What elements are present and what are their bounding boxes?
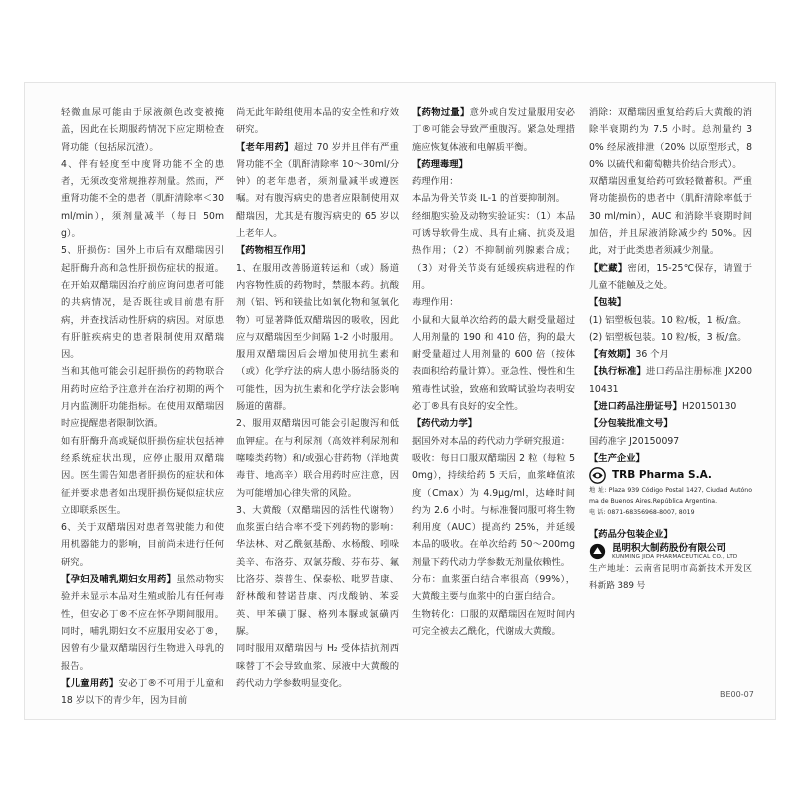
validity-heading: 【有效期】: [589, 349, 636, 361]
pharmacology-para-3: 经细胞实验及动物实验证实：（1）本品可诱导软骨生成、具有止痛、抗炎及退热作用；（2）不抑制前列腺素合成；（3）对骨关节炎有延缓疾病进程的作用。: [412, 210, 575, 291]
pharmacology-para-2: 本品为骨关节炎 IL-1 的首要抑制剂。: [412, 193, 566, 205]
column-2: [236, 104, 399, 692]
package-heading: 【包装】: [589, 297, 627, 309]
registration-heading: 【进口药品注册证号】: [589, 401, 682, 413]
package-item-2: (2) 铝塑板包装。10 粒/板，3 板/盒。: [589, 331, 747, 343]
col1-para-5: 如有肝酶升高或疑似肝损伤症状包括神经系统症状出现，应停止服用双醋瑞因。医生需告知患者肝损伤的症状和体征并要求患者如出现肝损伤疑似症状应立即联系医生。: [61, 435, 224, 516]
col1-para-4: 当和其他可能会引起肝损伤的药物联合用药时应给予注意并在治疗初期的两个月内监测肝功能指标。在使用双醋瑞因时应提醒患者限制饮酒。: [61, 366, 224, 430]
standard-heading: 【执行标准】: [589, 366, 646, 378]
packager-name-cn: 昆明积大制药股份有限公司: [612, 542, 727, 554]
registration-text: H20150130: [681, 401, 737, 413]
pk-para-3: 分布：血浆蛋白结合率很高（99%），大黄酸主要与血浆中的白蛋白结合。: [412, 574, 575, 603]
children-section: [61, 675, 224, 710]
pregnancy-section: [61, 571, 224, 675]
manufacturer-address: 地 址: Plaza 939 Código Postal 1427, Ciudad Autónoma de Buenos Aires.República Argentina.: [589, 486, 752, 505]
trb-logo-row: [589, 467, 752, 484]
pk-para-2: 吸收：每日口服双醋瑞因 2 粒（每粒 50mg），持续给药 5 天后，血浆峰值浓度（Cmax）为 4.9μg/ml，达峰时间约为 2.6 小时。与标准餐同服可将生物利用度（AUC）提高约 25%，并延缓本品的吸收。在单次给药 50～200mg 剂量下药代动力学参数无剂量依赖性。: [412, 452, 575, 568]
manufacturer-phone: 电 话: 0871-68356968-8007, 8019: [589, 508, 695, 516]
col1-para-3: 5、肝损伤：国外上市后有双醋瑞因引起肝酶升高和急性肝损伤症状的报道。在开始双醋瑞因治疗前应询问患者可能的共病情况，是否既往或目前患有肝病，并查找活动性肝病的病因。对原患有肝脏疾病史的患者限制使用双醋瑞因。: [61, 245, 224, 361]
elderly-text: 超过 70 岁并且伴有严重肾功能不全（肌酐清除率 10～30ml/分钟）的老年患者，须剂量减半或遵医嘱。对有腹泻病史的患者应限制使用双醋瑞因，尤其是有腹泻病史的 65 岁以上老年人。: [236, 141, 399, 240]
elderly-section: [236, 139, 399, 243]
kunming-logo-icon: [589, 543, 606, 560]
col1-para-2: 4、伴有轻度至中度肾功能不全的患者，无须改变常规推荐剂量。然而，严重肾功能不全的患者（肌酐清除率＜30ml/min），须剂量减半（每日 50mg）。: [61, 158, 224, 240]
trb-logo-icon: [589, 467, 606, 484]
packager-heading: 【药品分包装企业】: [589, 528, 673, 540]
column-4: [589, 104, 752, 595]
approval-heading: 【分包装批准文号】: [589, 418, 673, 430]
elderly-heading: 【老年用药】: [236, 141, 294, 153]
storage-heading: 【贮藏】: [589, 262, 628, 274]
children-heading: 【儿童用药】: [61, 677, 119, 689]
col2-intro: 尚无此年龄组使用本品的安全性和疗效研究。: [236, 107, 399, 136]
packager-name-en: KUNMING JIDA PHARMACEUTICAL CO., LTD: [612, 553, 738, 560]
overdose-text: 意外或自发过量服用安必丁®可能会导致严重腹泻。紧急处理措施应恢复体液和电解质平衡。: [412, 107, 575, 153]
manufacturer-name: TRB Pharma S.A.: [612, 469, 712, 482]
standard-text: 进口药品注册标准 JX20010431: [589, 366, 752, 395]
validity-text: 36 个月: [635, 349, 669, 361]
registration-section: [589, 398, 752, 415]
renal-text: 双醋瑞因重复给药可致轻微蓄积。严重肾功能损伤的患者中（肌酐清除率低于 30 ml/min），AUC 和消除半衰期时间加倍，并且尿液消除减少约 50%。因此，对于此类患者须减少剂量。: [589, 176, 752, 257]
storage-section: [589, 260, 752, 295]
approval-text: 国药准字 J20150097: [589, 435, 680, 447]
pregnancy-heading: 【孕妇及哺乳期妇女用药】: [61, 574, 177, 586]
column-1: [61, 104, 224, 709]
elimination-text: 消除：双醋瑞因重复给药后大黄酸的消除半衰期约为 7.5 小时。总剂量约 30% 经尿液排泄（20% 以原型形式，80% 以硫代和葡萄糖共价结合形式）。: [589, 107, 752, 170]
children-text: 安必丁®不可用于儿童和 18 岁以下的青少年，因为目前: [61, 677, 224, 707]
validity-section: [589, 346, 752, 363]
pharmacology-para-5: 小鼠和大鼠单次给药的最大耐受量超过人用剂量的 190 和 410 倍，狗的最大耐受量超过人用剂量的 600 倍（按体表面积给药量计算）。亚急性、慢性和生殖毒性试验，致癌和致畸试验均表明安必丁®具有良好的安全性。: [412, 314, 575, 413]
pk-para-1: 据国外对本品的药代动力学研究报道：: [412, 435, 571, 447]
document-code: BE00-07: [720, 690, 754, 699]
interactions-para-3: 3、大黄酸（双醋瑞因的活性代谢物）血浆蛋白结合率不受下列药物的影响：华法林、对乙酰氨基酚、水杨酸、吲哚美辛、布洛芬、双氯芬酸、芬布芬、氟比洛芬、萘普生、保泰松、吡罗昔康、舒林酸和替诺昔康、丙戊酸钠、苯妥英、甲苯磺丁脲、格列本脲或氯磺丙脲。: [236, 504, 399, 637]
overdose-heading: 【药物过量】: [412, 107, 470, 118]
pharmacology-para-4: 毒理作用：: [412, 297, 459, 309]
col1-para-6: 6、关于双醋瑞因对患者驾驶能力和使用机器能力的影响，目前尚未进行任何研究。: [61, 522, 224, 568]
interactions-para-2: 2、服用双醋瑞因可能会引起腹泻和低血钾症。在与利尿剂（高效袢利尿剂和噻嗪类药物）和/或强心苷药物（洋地黄毒苷、地高辛）联合用药时应注意，因为可能增加心律失常的风险。: [236, 418, 399, 499]
pk-heading: 【药代动力学】: [412, 418, 478, 430]
pregnancy-text: 虽然动物实验并未显示本品对生殖或胎儿有任何毒性，但安必丁®不应在怀孕期间服用。同时，哺乳期妇女不应服用安必丁®，因曾有少量双醋瑞因行生物进入母乳的报告。: [61, 574, 224, 672]
packager-address: 生产地址：云南省昆明市高新技术开发区科新路 389 号: [589, 563, 752, 592]
pharmacology-heading: 【药理毒理】: [412, 158, 468, 170]
storage-text: 密闭，15-25℃保存，请置于儿童不能触及之处。: [589, 262, 752, 291]
overdose-section: [412, 104, 575, 156]
column-3: [412, 104, 575, 640]
pk-para-4: 生物转化：口服的双醋瑞因在短时间内可完全被去乙酰化，代谢成大黄酸。: [412, 608, 575, 637]
col1-para-1: 轻微血尿可能由于尿液颜色改变被掩盖，因此在长期服药情况下应定期检查肾功能（包括尿沉渣）。: [61, 107, 224, 153]
standard-section: [589, 363, 752, 398]
interactions-para-4: 同时服用双醋瑞因与 H₂ 受体拮抗剂西咪替丁不会导致血浆、尿液中大黄酸的药代动力学参数明显变化。: [236, 643, 399, 689]
interactions-para-1: 1、在服用改善肠道转运和（或）肠道内容物性质的药物时，禁服本药。抗酸剂（铝、钙和镁盐比如氧化物和氢氧化物）可显著降低双醋瑞因的吸收，因此应与双醋瑞因至少间隔 1-2 小时服用。服用双醋瑞因后会增加使用抗生素和（或）化学疗法的病人患小肠结肠炎的可能性，因为抗生素和化学疗法会影响肠道的菌群。: [236, 262, 399, 413]
package-item-1: (1) 铝塑板包装。10 粒/板，1 板/盒。: [589, 314, 747, 326]
interactions-heading: 【药物相互作用】: [236, 245, 311, 257]
kunming-logo-row: [589, 543, 752, 561]
kunming-name-block: [612, 543, 737, 561]
pharmacology-para-1: 药理作用：: [412, 176, 459, 188]
manufacturer-heading: 【生产企业】: [589, 452, 645, 464]
